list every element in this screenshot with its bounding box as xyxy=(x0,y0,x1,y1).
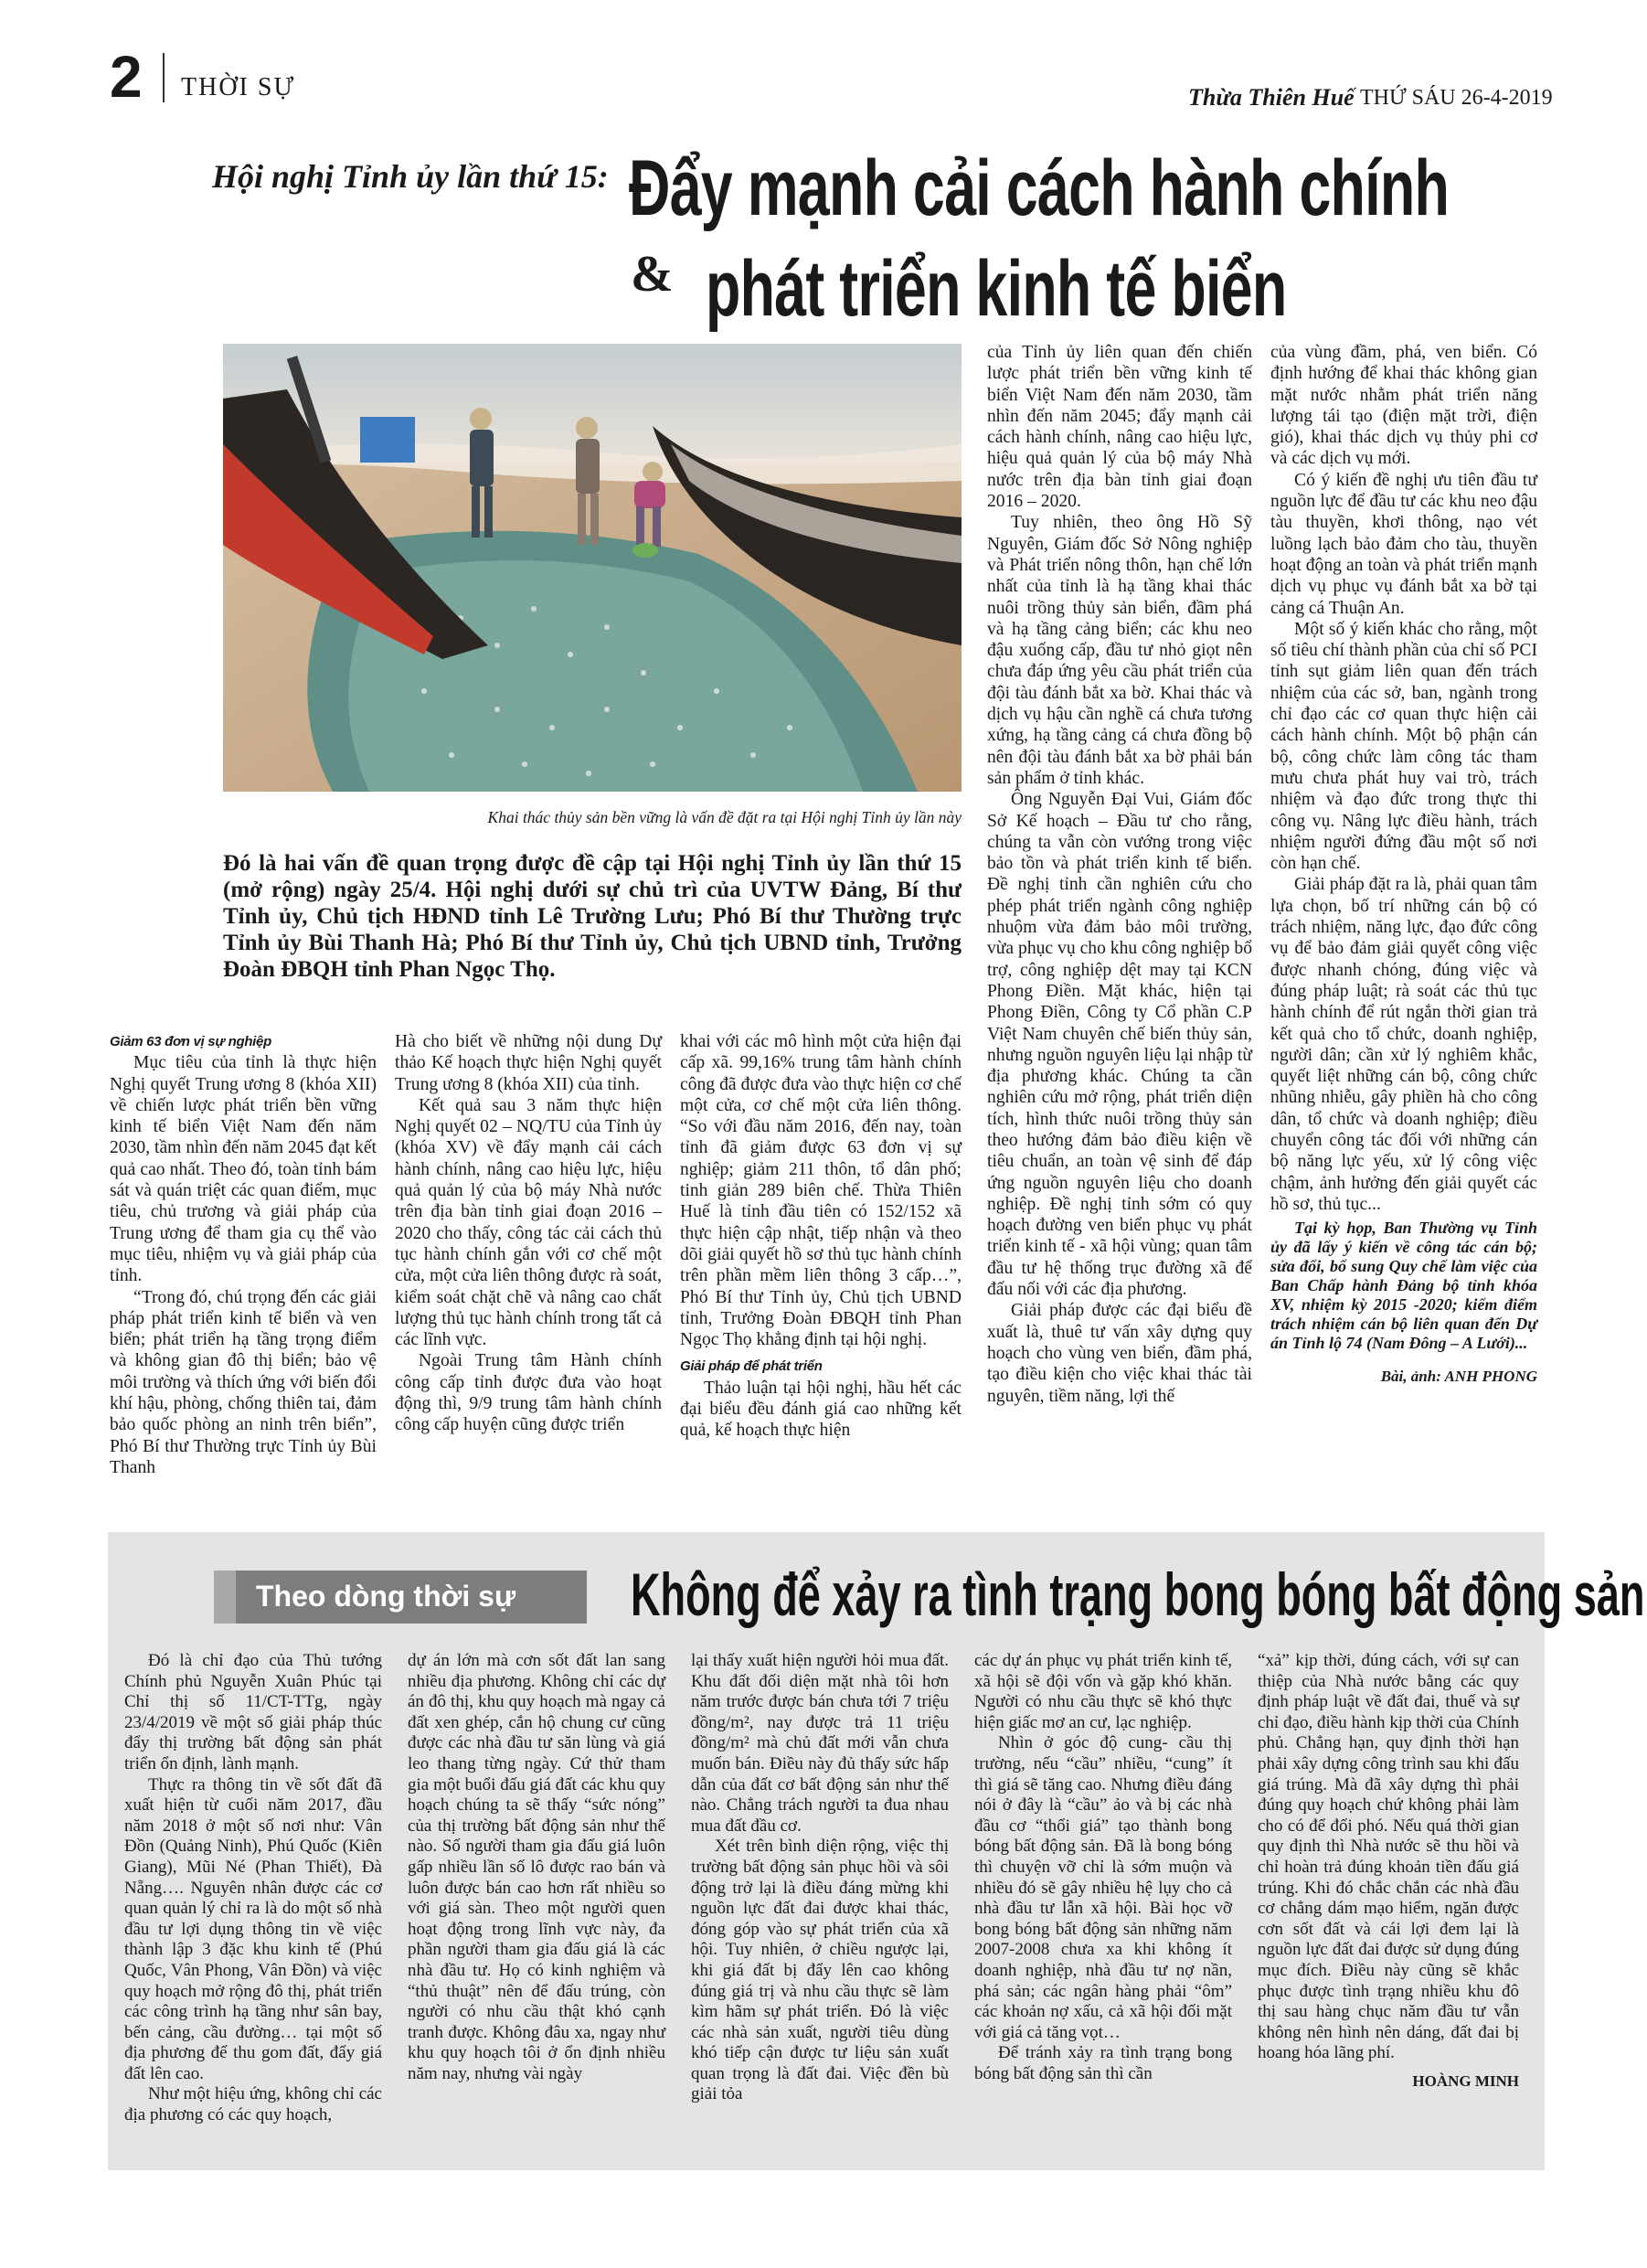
commentary-tag-label: Theo dòng thời sự xyxy=(256,1580,516,1613)
paragraph: Như một hiệu ứng, không chỉ các địa phương có các quy hoạch, xyxy=(124,2084,382,2125)
paragraph: Nhìn ở góc độ cung- cầu thị trường, nếu “cầu” nhiều, “cung” ít thì giá sẽ tăng cao. Nhưng điều đáng nói ở đây là “cầu” ảo và bị các nhà đầu cơ “thổi giá” tạo thành bong bóng bất động sản. Đã là bong bóng thì chuyện vỡ chỉ là sớm muộn và nhiều đó sẽ gây nhiều hệ lụy cho cả nhà đầu tư lẫn xã hội. Bài học vỡ bong bóng bất động sản những năm 2007-2008 chưa xa khi không ít doanh nghiệp, nhà đầu tư nợ nần, phá sản; các ngân hàng phải “ôm” các khoản nợ xấu, cả xã hội đối mặt với giá cả tăng vọt… xyxy=(974,1733,1232,2042)
fishing-photo xyxy=(223,344,962,792)
paragraph: Giải pháp được các đại biểu đề xuất là, thuê tư vấn xây dựng quy hoạch cho vùng ven biển, đầm phá, tạo điều kiện cho việc khai thác tài nguyên, tiềm năng, lợi thế xyxy=(987,1301,1252,1406)
paragraph: Thực ra thông tin về sốt đất đã xuất hiện từ cuối năm 2017, đầu năm 2018 ở một số nơi như: Vân Đồn (Quảng Ninh), Phú Quốc (Kiên Giang), Mũi Né (Phan Thiết), Đà Nẵng…. Nguyên nhân được các cơ quan quản lý chỉ ra là do một số nhà đầu tư lợi dụng thông tin về việc thành lập 3 đặc khu kinh tế (Phú Quốc, Vân Phong, Vân Đồn) và việc quy hoạch mở rộng đô thị, phát triển các công trình hạ tầng như sân bay, bến cảng, cầu đường… tại một số địa phương để thu gom đất, đẩy giá đất lên cao. xyxy=(124,1774,382,2083)
paragraph: “Trong đó, chú trọng đến các giải pháp phát triển kinh tế biển và ven biển; phát triển hạ tầng trọng điểm và không gian đô thị biển; bảo vệ môi trường và thích ứng với biến đổi khí hậu, phòng, chống thiên tai, đảm bảo quốc phòng an ninh trên biển”, Phó Bí thư Thường trực Tỉnh ủy Bùi Thanh xyxy=(110,1287,377,1477)
paragraph: Ngoài Trung tâm Hành chính công cấp tỉnh được đưa vào hoạt động thì, 9/9 trung tâm hành chính công cấp huyện cũng được triển xyxy=(395,1351,662,1435)
article-column-4 xyxy=(987,342,1252,1407)
paragraph: của Tỉnh ủy liên quan đến chiến lược phát triển bền vững kinh tế biển Việt Nam đến năm 2030, tầm nhìn đến năm 2045; đẩy mạnh cải cách hành chính, nâng cao hiệu lực, hiệu quả quản lý của bộ máy Nhà nước trên địa bàn tỉnh giai đoạn 2016 – 2020. xyxy=(987,343,1252,512)
headline-ampersand: & xyxy=(631,246,674,303)
paragraph: Đó là chỉ đạo của Thủ tướng Chính phủ Nguyễn Xuân Phúc tại Chỉ thị số 11/CT-TTg, ngày 23/4/2019 về một số giải pháp thúc đẩy thị trường bất động sản phát triển ổn định, lành mạnh. xyxy=(124,1651,382,1773)
commentary-column-5 xyxy=(1258,1651,1519,2092)
paragraph: “xả” kịp thời, đúng cách, với sự can thiệp của Nhà nước bằng các quy định pháp luật về đất đai, thuế và sự chỉ đạo, điều hành kịp thời của Chính phủ. Chẳng hạn, quy định thời hạn phải xây dựng công trình sau khi đấu giá trúng. Mà đã xây dựng thì phải đúng quy hoạch chứ không phải làm cho có để đối phó. Nếu quá thời gian quy định thì Nhà nước sẽ thu hồi và chỉ hoàn trả đúng khoản tiền đấu giá trúng. Khi đó chắc chắn các nhà đầu cơ chẳng dám mạo hiểm, ngăn được cơn sốt đất và cái lợi đem lại là nguồn lực đất đai được sử dụng đúng mục đích. Điều này cũng sẽ khắc phục được tình trạng nhiều khu đô thị sau hàng chục năm đầu tư vẫn không nên hình nên dáng, đất đai bị hoang hóa lãng phí. xyxy=(1258,1651,1519,2063)
article-column-2 xyxy=(395,1031,662,1436)
subhead-reduce-units: Giảm 63 đơn vị sự nghiệp xyxy=(110,1034,271,1049)
paragraph: Một số ý kiến khác cho rằng, một số tiêu chí thành phần của chỉ số PCI tỉnh sụt giảm liên quan đến trách nhiệm của các sở, ban, ngành trong chỉ đạo các cơ quan thực hiện cải cách hành chính. Một bộ phận cán bộ, công chức làm công tác tham mưu chưa phát huy vai trò, trách nhiệm và đạo đức trong thực thi công vụ. Nâng lực điều hành, trách nhiệm người đứng đầu một số nơi còn hạn chế. xyxy=(1270,619,1537,874)
paragraph: Xét trên bình diện rộng, việc thị trường bất động sản phục hồi và sôi động trở lại là điều đáng mừng khi nguồn lực đất đai được khai thác, đóng góp vào sự phát triển của xã hội. Tuy nhiên, ở chiều ngược lại, khi giá đất bị đẩy lên cao không đúng giá trị và nhu cầu thực sẽ làm kìm hãm sự phát triển. Đó là việc các nhà sản xuất, người tiêu dùng khó tiếp cận được tư liệu sản xuất quan trọng là đất đai. Việc đền bù giải tỏa xyxy=(691,1837,949,2104)
headline-line-2: phát triển kinh tế biển xyxy=(706,245,1287,333)
paragraph: Hà cho biết về những nội dung Dự thảo Kế hoạch thực hiện Nghị quyết Trung ương 8 (khóa XII) của tỉnh. xyxy=(395,1032,662,1094)
section-divider xyxy=(163,53,165,102)
page-number: 2 xyxy=(110,44,143,110)
paragraph: các dự án phục vụ phát triển kinh tế, xã hội sẽ đội vốn và gặp khó khăn. Người có nhu cầu thực sẽ khó thực hiện giấc mơ an cư, lạc nghiệp. xyxy=(974,1651,1232,1732)
commentary-column-1 xyxy=(124,1651,382,2126)
paragraph: Kết quả sau 3 năm thực hiện Nghị quyết 02 – NQ/TU của Tỉnh ủy (khóa XV) về đẩy mạnh cải cách hành chính, nâng cao hiệu lực, hiệu quả quản lý của bộ máy Nhà nước trên địa bàn tỉnh giai đoạn 2016 – 2020 cho thấy, công tác cải cách thủ tục hành chính gắn với cơ chế một cửa, một cửa liên thông được rà soát, kiểm soát chặt chẽ và nâng cao chất lượng thủ tục hành chính trong tất cả các lĩnh vực. xyxy=(395,1095,662,1350)
commentary-tag xyxy=(214,1571,587,1624)
paragraph: Ông Nguyễn Đại Vui, Giám đốc Sở Kế hoạch – Đầu tư cho rằng, chúng ta vẫn còn vướng trong việc bảo tồn và phát triển kinh tế biển. Đề nghị tỉnh cần nghiên cứu cho phép phát triển ngành công nghiệp nhuộm vừa đảm bảo môi trường, vừa phục vụ cho khu công nghiệp bổ trợ, công nghiệp dệt may tại KCN Phong Điền. Mặt khác, hiện tại Phong Điền, Công ty Cổ phần C.P Việt Nam chuyên chế biến thủy sản, nhưng nguồn nguyên liệu lại nhập từ địa phương khác. Chúng ta cần nghiên cứu mở rộng, phát triển diện tích, hình thức nuôi trồng thủy sản theo hướng đảm bảo điều kiện về tiêu chuẩn, an toàn vệ sinh để đáp ứng nguồn nguyên liệu cho doanh nghiệp. Đề nghị tỉnh sớm có quy hoạch đường ven biển phục vụ phát triển kinh tế - xã hội vùng; quan tâm đầu tư hệ thống trục đường xã để đấu nối với các địa phương. xyxy=(987,790,1252,1300)
article-column-1 xyxy=(110,1031,377,1478)
commentary-column-4 xyxy=(974,1651,1232,2084)
commentary-byline: HOÀNG MINH xyxy=(1412,2071,1519,2090)
paper-name: Thừa Thiên Huế xyxy=(1188,84,1355,111)
paragraph: Mục tiêu của tỉnh là thực hiện Nghị quyết Trung ương 8 (khóa XII) về chiến lược phát triển bền vững kinh tế biển Việt Nam đến năm 2030, tầm nhìn đến năm 2045 đạt kết quả cao nhất. Theo đó, toàn tỉnh bám sát và quán triệt các quan điểm, mục tiêu, chủ trương và giải pháp của Trung ương để tham gia cụ thể vào mục tiêu, nhiệm vụ và giải pháp của tỉnh. xyxy=(110,1053,377,1286)
paragraph: của vùng đầm, phá, ven biển. Có định hướng để khai thác không gian mặt nước nhằm phát triển năng lượng tái tạo (điện mặt trời, điện gió), khai thác dịch vụ thủy phi cơ và các dịch vụ mới. xyxy=(1270,343,1537,469)
paragraph: khai với các mô hình một cửa hiện đại cấp xã. 99,16% trung tâm hành chính công đã được đưa vào thực hiện cơ chế một cửa, cơ chế một cửa liên thông. “So với đầu năm 2016, đến nay, toàn tỉnh đã giảm được 63 đơn vị sự nghiệp; giảm 211 thôn, tổ dân phố; tinh giản 289 biên chế. Thừa Thiên Huế là tỉnh đầu tiên có 152/152 xã thực hiện cập nhật, tiếp nhận và theo dõi giải quyết hồ sơ thủ tục hành chính trên phần mềm liên thông 3 cấp…”, Phó Bí thư Tỉnh ủy, Chủ tịch UBND tỉnh, Trưởng Đoàn ĐBQH tỉnh Phan Ngọc Thọ khẳng định tại hội nghị. xyxy=(680,1032,962,1350)
paragraph: Tuy nhiên, theo ông Hồ Sỹ Nguyên, Giám đốc Sở Nông nghiệp và Phát triển nông thôn, hạn chế lớn nhất của tỉnh là hạ tầng khai thác nuôi trồng thủy sản biển, đầm phá và hạ tầng cảng biển; các khu neo đậu xuống cấp, đầu tư nhỏ giọt nên chưa đáp ứng yêu cầu phát triển của đội tàu đánh bắt xa bờ. Khai thác và dịch vụ hậu cần nghề cá chưa tương xứng, hạ tầng cảng cá chưa đồng bộ nên đội tàu đánh bắt xa bờ phải bán sản phẩm ở tỉnh khác. xyxy=(987,513,1252,788)
commentary-column-3 xyxy=(691,1651,949,2105)
meeting-note: Tại kỳ họp, Ban Thường vụ Tỉnh ủy đã lấy ý kiến về công tác cán bộ; sửa đổi, bổ sung Quy chế làm việc của Ban Chấp hành Đảng bộ tỉnh khóa XV, nhiệm kỳ 2015 -2020; kiểm điểm trách nhiệm cán bộ liên quan đến Dự án Tỉnh lộ 74 (Nam Đông – A Lưới)... xyxy=(1270,1219,1537,1353)
commentary-column-2 xyxy=(408,1651,665,2084)
paragraph: Thảo luận tại hội nghị, hầu hết các đại biểu đều đánh giá cao những kết quả, kế hoạch thực hiện xyxy=(680,1378,962,1441)
paragraph: Giải pháp đặt ra là, phải quan tâm lựa chọn, bố trí những cán bộ có trách nhiệm, năng lực, đạo đức công vụ để bảo đảm giải quyết công việc được nhanh chóng, đúng việc và đúng pháp luật; rà soát các thủ tục hành chính để rút ngắn thời gian trả kết quả cho tổ chức, doanh nghiệp, người dân; cần xử lý nghiêm khắc, quyết liệt những cán bộ, công chức nhũng nhiễu, gây phiền hà cho công dân, tổ chức và doanh nghiệp; điều chuyển công tác đối với những cán bộ năng lực yếu, xử lý công việc chậm, ảnh hưởng đến giải quyết các hồ sơ, thủ tục... xyxy=(1270,875,1537,1214)
commentary-title: Không để xảy ra tình trạng bong bóng bất động sản xyxy=(631,1560,1645,1628)
article-byline: Bài, ảnh: ANH PHONG xyxy=(1380,1368,1537,1386)
issue-date: THỨ SÁU 26-4-2019 xyxy=(1360,86,1553,110)
beach-fishing-illustration xyxy=(223,344,962,792)
paragraph: dự án lớn mà cơn sốt đất lan sang nhiều địa phương. Không chỉ các dự án đô thị, khu quy hoạch mà ngay cả đất xen ghép, cắn hộ chung cư cũng được các nhà đầu tư săn lùng và giá leo thang từng ngày. Cứ thử tham gia một buổi đấu giá đất các khu quy hoạch chúng ta sẽ thấy “sức nóng” của thị trường bất động sản như thế nào. Số người tham gia đấu giá luôn gấp nhiều lần số lô được rao bán và luôn được bán cao hơn rất nhiều so với giá sàn. Theo một người quen hoạt động trong lĩnh vực này, đa phần người tham gia đấu giá là các nhà đầu tư. Họ có kinh nghiệm và “thủ thuật” nên để đấu trúng, còn người có nhu cầu thật khó cạnh tranh được. Không đâu xa, ngay như khu quy hoạch tôi ở ổn định nhiều năm nay, nhưng vài ngày xyxy=(408,1651,665,2083)
article-column-3 xyxy=(680,1031,962,1442)
section-label: THỜI SỰ xyxy=(181,73,296,101)
paragraph: Có ý kiến đề nghị ưu tiên đầu tư nguồn lực để đầu tư các khu neo đậu tàu thuyền, khơi thông, nạo vét luồng lạch bảo đảm cho tàu, thuyền hoạt động an toàn và phát triển mạnh dịch vụ phục vụ đánh bắt xa bờ tại cảng cá Thuận An. xyxy=(1270,470,1537,618)
headline-kicker: Hội nghị Tỉnh ủy lần thứ 15: xyxy=(212,158,609,195)
article-column-5 xyxy=(1270,342,1537,1387)
paragraph: Để tránh xảy ra tình trạng bong bóng bất động sản thì cần xyxy=(974,2043,1232,2083)
paragraph: lại thấy xuất hiện người hỏi mua đất. Khu đất đối diện mặt nhà tôi hơn năm trước được bán chưa tới 7 triệu đồng/m², nay được trả 11 triệu đồng/m² mà chủ đất mới vẫn chưa muốn bán. Điều này đủ thấy sức hấp dẫn của đất cơ bất động sản như thế nào. Chẳng trách người ta đua nhau mua đất đầu cơ. xyxy=(691,1651,949,1836)
headline-line-1: Đẩy mạnh cải cách hành chính xyxy=(629,144,1450,232)
article-lead: Đó là hai vấn đề quan trọng được đề cập tại Hội nghị Tỉnh ủy lần thứ 15 (mở rộng) ngày 25/4. Hội nghị dưới sự chủ trì của UVTW Đảng, Bí thư Tỉnh ủy, Chủ tịch HĐND tỉnh Lê Trường Lưu; Phó Bí thư Thường trực Tỉnh ủy Bùi Thanh Hà; Phó Bí thư Tỉnh ủy, Chủ tịch UBND tỉnh, Trưởng Đoàn ĐBQH tỉnh Phan Ngọc Thọ. xyxy=(223,851,962,982)
subhead-solutions: Giải pháp để phát triển xyxy=(680,1358,823,1375)
photo-caption: Khai thác thủy sản bền vững là vấn đề đặt ra tại Hội nghị Tỉnh ủy lần này xyxy=(487,808,962,826)
